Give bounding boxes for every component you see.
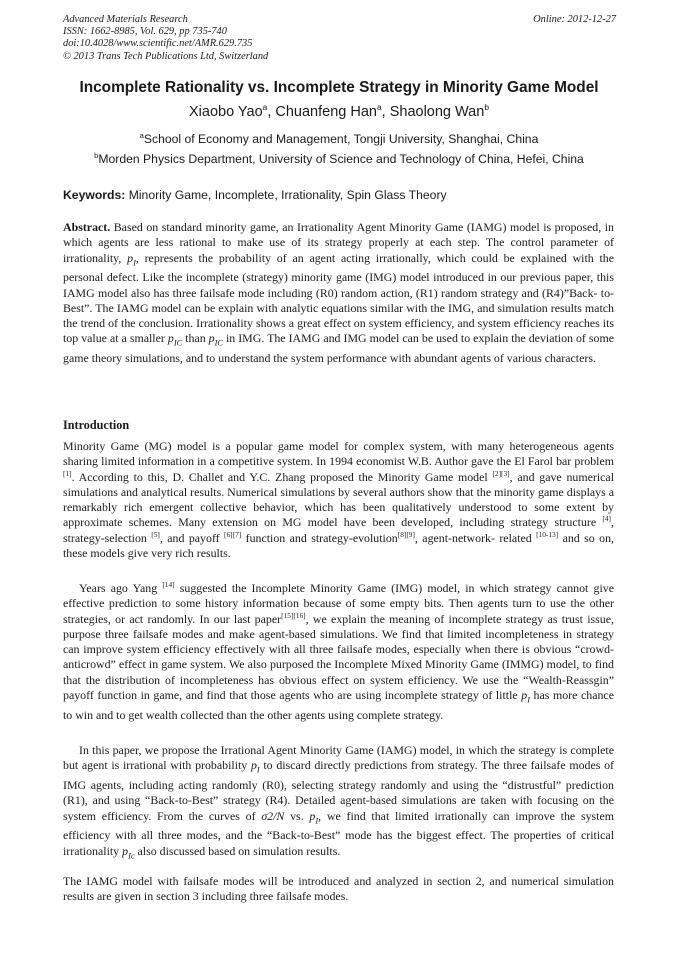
text-run: , and gave numerical simulations and analytical results. Numerical simulations by several authors show that the minority game displays a remarkably rich emergent collective behavior, which has been qualitatively understood to some extent by approximate schemes. Many extension on MG model have been developed, including strategy structure — [63, 469, 615, 530]
math-symbol: σ2/N — [261, 808, 285, 823]
author-name: Shaolong Wan — [389, 104, 485, 120]
author — [390, 104, 489, 120]
text-run: , and payoff — [159, 530, 225, 545]
affiliation-text: School of Economy and Management, Tongji University, Shanghai, China — [143, 132, 539, 146]
affiliation-mark: b — [94, 150, 99, 160]
citation-ref: [8][9] — [397, 529, 415, 539]
issn-line: ISSN: 1662-8985, Vol. 629, pp 735-740 — [63, 26, 227, 38]
text-run: has more chance to win and to get wealth collected than the other agents using complete strategy. — [63, 688, 614, 722]
affiliation-mark: a — [139, 130, 144, 140]
text-run: suggested the Incomplete Minority Game (IMG) model, in which strategy cannot give effective prediction to some history information because of some empty bits. Then agents turn to use the other strategies, or act randomly. In our last paper — [63, 581, 614, 626]
text-run: in IMG. The IAMG and IMG model can be used to explain the deviation of some game theory simulations, and to understand the system performance with abundant agents of various characters. — [63, 331, 615, 366]
affiliation-b — [0, 152, 678, 166]
citation-ref: [15][16] — [281, 610, 306, 620]
text-run: than — [182, 331, 209, 346]
abstract-label: Abstract. — [63, 220, 111, 234]
author — [275, 104, 389, 120]
section-heading-introduction: Introduction — [63, 418, 130, 432]
author — [189, 104, 275, 120]
keywords-list: Minority Game, Incomplete, Irrationality, Spin Glass Theory — [125, 188, 447, 202]
text-run: . According to this, D. Challet and Y.C. Zhang proposed the Minority Game model — [71, 469, 493, 484]
author-affil-mark: a — [262, 102, 268, 113]
text-run: and so on, these models give very rich results. — [63, 530, 614, 561]
intro-paragraph-3 — [63, 743, 614, 863]
doi-link[interactable]: doi:10.4028/www.scientific.net/AMR.629.735 — [63, 38, 253, 50]
text-run: to discard directly predictions from strategy. The three failsafe modes of IMG agents, including acting randomly (R0), selecting strategy randomly and using the “distrustful” prediction (R1), and using “Back-to-Best” strategy (R4). Detailed agent-based simulations are taken with focusing on the system efficiency. From the curves of — [63, 758, 614, 823]
journal-name: Advanced Materials Research — [63, 14, 188, 25]
math-symbol: p — [250, 758, 257, 773]
math-symbol: p — [309, 808, 316, 823]
paper-title: Incomplete Rationality vs. Incomplete Strategy in Minority Game Model — [79, 79, 599, 96]
journal-header — [63, 14, 268, 63]
author-separator: , — [267, 104, 276, 120]
affiliation-text: Morden Physics Department, University of Science and Technology of China, Hefei, China — [98, 152, 584, 166]
text-run: , we find that limited irrationally can improve the system efficiency with all three modes, and the “Back-to-Best” mode has the biggest effect. The properties of critical irrationality — [63, 808, 614, 858]
text-run: , we explain the meaning of incomplete strategy as trust issue, purpose three failsafe modes and make agent-based simulations. We find that limited incompleteness in strategy can improve system efficiency effectively with all three failsafe modes, especially when there is obvious “crowd-anticrowd” effect in game system. We also purposed the Incomplete Mixed Minority Game (IMMG) model, to find that the distribution of incompleteness has obvious effect on system efficiency. We use the “Wealth-Reassgin” payoff function in game, and find that those agents who are using incomplete strategy of little — [63, 611, 614, 703]
text-run: In this paper, we propose the Irrational Agent Minority Game (IAMG) model, in which the strategy is complete but agent is irrational with probability — [63, 743, 614, 773]
symbol-subscript: Ic — [128, 850, 135, 860]
symbol-subscript: I — [527, 695, 530, 705]
abstract — [63, 220, 614, 366]
text-run: Based on standard minority game, an Irrationality Agent Minority Game (IAMG) model is proposed, in which agents are less rational to make use of its strategy properly at each step. The control parameter of irrationality, — [63, 220, 614, 265]
citation-ref: [4] — [602, 514, 612, 524]
intro-paragraph-2 — [63, 581, 614, 723]
abstract-body — [63, 220, 614, 365]
author-affil-mark: a — [376, 102, 382, 113]
text-run: also discussed based on simulation results. — [134, 843, 341, 858]
online-date: Online: 2012-12-27 — [533, 14, 616, 25]
text-run: Years ago Yang — [79, 581, 163, 595]
author-separator: , — [381, 104, 390, 120]
citation-ref: [6][7] — [224, 529, 242, 539]
text-run: Minority Game (MG) model is a popular game model for complex system, with many heterogeneous agents sharing limited information in a competitive system. In 1994 economist W.B. Author gave the El Farol bar problem — [63, 439, 614, 469]
math-symbol: p — [521, 688, 528, 703]
text-run: , represents the probability of an agent acting irrationally, which could be explained with the personal defect. Like the incomplete (strategy) minority game (IMG) model introduced in our previous paper, this IAMG model also has three failsafe mode including (R0) random action, (R1) random strategy and (R4)”Back- to-Best”. The IAMG model can be explain with analytic equations similar with the IMG, and simulation results match the trend of the conclusion. Irrationality shows a great effect on system efficiency, and system efficiency reaches its top value at a smaller — [63, 250, 614, 346]
citation-ref: [5] — [151, 529, 160, 539]
citation-ref: [14] — [162, 580, 175, 590]
text-run: , strategy-selection — [63, 515, 614, 545]
symbol-subscript: IC — [173, 338, 183, 348]
math-symbol: p — [167, 331, 174, 346]
author-affil-mark: b — [484, 102, 489, 113]
keywords-label: Keywords: — [63, 188, 126, 202]
symbol-subscript: I — [315, 815, 319, 825]
math-symbol: p — [122, 843, 129, 858]
copyright-line: © 2013 Trans Tech Publications Ltd, Switzerland — [63, 50, 269, 62]
intro-paragraph-4 — [63, 874, 614, 905]
math-symbol: p — [127, 250, 134, 265]
citation-ref: [1] — [63, 468, 72, 478]
symbol-subscript: I — [133, 257, 136, 267]
keywords — [63, 188, 447, 202]
text-run: vs. — [284, 808, 310, 823]
symbol-subscript: IC — [214, 338, 223, 348]
citation-ref: [10-13] — [536, 529, 559, 539]
intro-paragraph-1 — [63, 439, 614, 561]
text-run: The IAMG model with failsafe modes will be introduced and analyzed in section 2, and numerical simulation results are given in section 3 including three failsafe modes. — [63, 874, 614, 904]
author-name: Chuanfeng Han — [275, 104, 377, 120]
author-name: Xiaobo Yao — [189, 104, 263, 120]
math-symbol: p — [208, 331, 215, 346]
author-list — [0, 104, 678, 120]
affiliation-a — [0, 132, 678, 146]
text-run: function and strategy-evolution — [241, 530, 398, 545]
symbol-subscript: I — [256, 765, 260, 775]
text-run: , agent-network- related — [414, 530, 537, 545]
citation-ref: [2][3] — [492, 468, 510, 478]
